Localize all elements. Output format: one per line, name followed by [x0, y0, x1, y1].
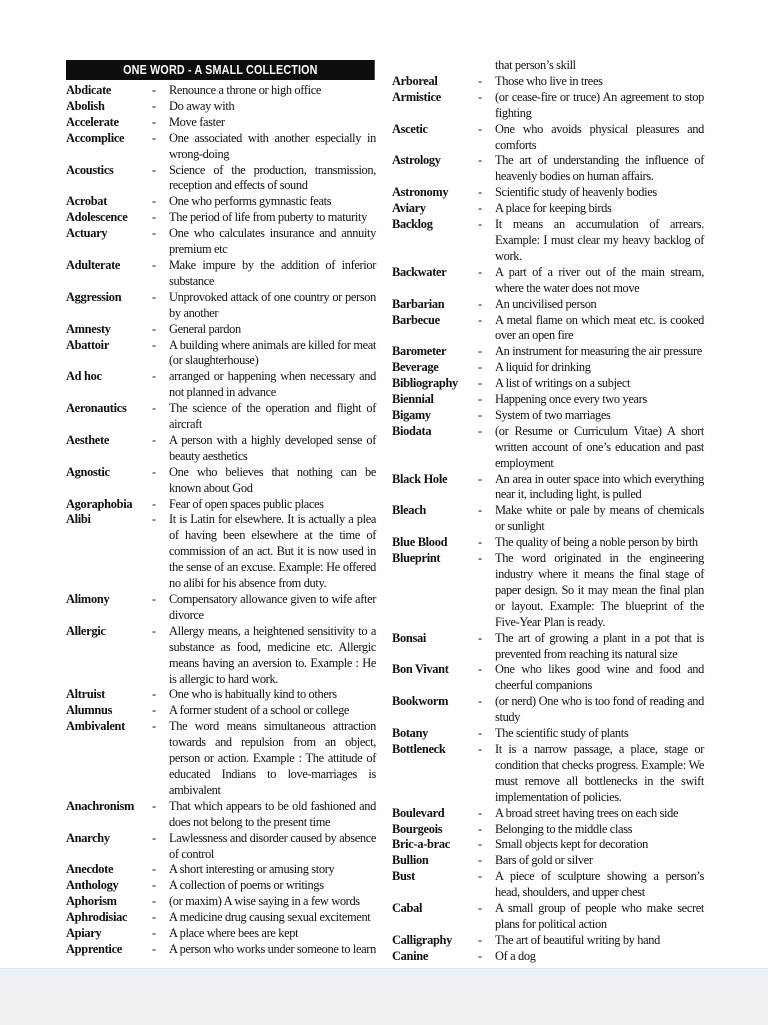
- entry-definition: The art of beautiful writing by hand: [495, 932, 660, 947]
- entry-term: Aviary: [392, 201, 426, 216]
- glossary-entry: [392, 472, 704, 504]
- glossary-entry: [66, 194, 376, 210]
- entry-term: Abattoir: [66, 337, 110, 352]
- glossary-entry: [392, 360, 704, 376]
- glossary-entry: [392, 201, 704, 217]
- glossary-entry: [392, 949, 704, 965]
- entry-term: Anarchy: [66, 830, 110, 845]
- entry-dash: -: [152, 798, 157, 813]
- entry-dash: -: [478, 551, 483, 566]
- page-title: ONE WORD - A SMALL COLLECTION: [66, 60, 375, 80]
- entry-definition: An uncivilised person: [495, 296, 597, 311]
- entry-definition: Science of the production, transmission, reception and effects of sound: [169, 162, 376, 193]
- entry-dash: -: [152, 894, 157, 909]
- entry-dash: -: [152, 703, 157, 718]
- entry-definition: (or nerd) One who is too fond of reading and study: [495, 694, 704, 725]
- entry-definition: Allergy means, a heightened sensitivity to a substance as food, medicine etc. Allergic means having an aversion to. Example : He is allergic to hard work.: [169, 623, 376, 686]
- entry-dash: -: [478, 344, 483, 359]
- entry-term: Backwater: [392, 264, 447, 279]
- glossary-entry: [392, 297, 704, 313]
- glossary-entry: [392, 217, 704, 265]
- entry-term: Biennial: [392, 392, 434, 407]
- entry-term: Armistice: [392, 89, 441, 104]
- entry-term: Bonsai: [392, 630, 427, 645]
- entry-term: Bric-a-brac: [392, 837, 450, 852]
- entry-term: Altruist: [66, 687, 105, 702]
- glossary-entry: [392, 822, 704, 838]
- glossary-entry: [392, 901, 704, 933]
- entry-dash: -: [152, 130, 157, 145]
- entry-term: Actuary: [66, 226, 108, 241]
- entry-dash: -: [152, 464, 157, 479]
- entry-term: Abolish: [66, 98, 105, 113]
- entry-definition: A medicine drug causing sexual excitement: [169, 910, 371, 925]
- glossary-entry: [66, 131, 376, 163]
- entry-term: Aggression: [66, 289, 122, 304]
- entry-dash: -: [152, 878, 157, 893]
- entry-dash: -: [478, 694, 483, 709]
- entry-definition: Renounce a throne or high office: [169, 83, 322, 97]
- glossary-entry: [392, 90, 704, 122]
- entry-dash: -: [478, 121, 483, 136]
- entry-definition: It is a narrow passage, a place, stage or condition that checks progress. Example: We must remove all bottlenecks in the swift implementation of policies.: [495, 741, 704, 804]
- glossary-entry: [392, 551, 704, 631]
- entry-dash: -: [152, 830, 157, 845]
- entry-definition: An area in outer space into which everything near it, including light, is pulled: [495, 471, 704, 502]
- entry-dash: -: [478, 837, 483, 852]
- entry-dash: -: [152, 592, 157, 606]
- entry-definition: arranged or happening when necessary and not planned in advance: [169, 369, 376, 400]
- glossary-entry: [392, 408, 704, 424]
- entry-dash: -: [478, 360, 483, 375]
- entry-dash: -: [478, 89, 483, 104]
- continued-definition: that person’s skill: [495, 58, 576, 72]
- entry-dash: -: [152, 83, 157, 97]
- entry-term: Biodata: [392, 423, 432, 438]
- entry-term: Bleach: [392, 503, 426, 518]
- glossary-entry: [66, 226, 376, 258]
- entry-term: Bullion: [392, 853, 429, 868]
- entry-definition: It means an accumulation of arrears. Example: I must clear my heavy backlog of work.: [495, 217, 704, 263]
- entry-dash: -: [478, 948, 483, 963]
- entry-dash: -: [152, 210, 157, 225]
- entry-definition: A former student of a school or college: [169, 703, 350, 718]
- entry-term: Ambivalent: [66, 719, 125, 734]
- bottom-band: [0, 968, 768, 1025]
- glossary-entry: [392, 313, 704, 345]
- entry-dash: -: [152, 623, 157, 638]
- entry-definition: A short interesting or amusing story: [169, 862, 335, 877]
- glossary-entry: [66, 258, 376, 290]
- glossary-entry: [66, 433, 376, 465]
- entry-term: Acoustics: [66, 162, 114, 177]
- entry-dash: -: [152, 257, 157, 272]
- entry-term: Bust: [392, 869, 415, 884]
- glossary-entry: [392, 265, 704, 297]
- entry-dash: -: [478, 741, 483, 756]
- entry-term: Bourgeois: [392, 821, 443, 836]
- glossary-entry: [66, 99, 376, 115]
- entry-definition: One who believes that nothing can be known about God: [169, 464, 376, 495]
- entry-term: Allergic: [66, 623, 106, 638]
- glossary-entry: [392, 503, 704, 535]
- glossary-entry: [66, 878, 376, 894]
- entry-term: Beverage: [392, 360, 439, 375]
- glossary-entry: [66, 703, 376, 719]
- entry-term: Alumnus: [66, 703, 113, 718]
- entry-definition: A collection of poems or writings: [169, 878, 324, 893]
- entry-dash: -: [478, 869, 483, 884]
- glossary-entry: [66, 497, 376, 513]
- entry-term: Aphorism: [66, 894, 117, 909]
- entry-definition: A piece of sculpture showing a person’s head, shoulders, and upper chest: [495, 869, 704, 900]
- entry-definition: Bars of gold or silver: [495, 853, 593, 868]
- entry-definition: The art of growing a plant in a pot that is prevented from reaching its natural size: [495, 630, 704, 661]
- glossary-entry: [392, 806, 704, 822]
- glossary-entry: [66, 894, 376, 910]
- entry-definition: One associated with another especially in wrong-doing: [169, 130, 376, 161]
- entry-dash: -: [478, 407, 483, 422]
- entry-definition: The word means simultaneous attraction towards and repulsion from an object, person or action. Example : The attitude of educated Indians to love-marriages is ambivalent: [169, 719, 376, 797]
- entry-term: Adolescence: [66, 210, 128, 225]
- entry-definition: Do away with: [169, 98, 235, 113]
- entry-definition: A list of writings on a subject: [495, 376, 631, 391]
- glossary-entry: [66, 210, 376, 226]
- entry-dash: -: [478, 376, 483, 391]
- entry-definition: Small objects kept for decoration: [495, 837, 648, 852]
- entry-definition: Move faster: [169, 114, 225, 129]
- entry-term: Arboreal: [392, 73, 438, 88]
- entry-definition: A liquid for drinking: [495, 360, 591, 375]
- entry-term: Alibi: [66, 512, 91, 527]
- entry-definition: Unprovoked attack of one country or person by another: [169, 289, 376, 320]
- entry-term: Bookworm: [392, 694, 449, 709]
- entry-dash: -: [478, 296, 483, 311]
- entry-dash: -: [152, 321, 157, 336]
- glossary-entry: [66, 687, 376, 703]
- glossary-entry: [392, 726, 704, 742]
- entry-term: Boulevard: [392, 805, 445, 820]
- entry-dash: -: [152, 862, 157, 877]
- glossary-entry: [392, 122, 704, 154]
- entry-term: Bibliography: [392, 376, 458, 391]
- left-entry-list: [66, 83, 376, 958]
- entry-dash: -: [478, 901, 483, 916]
- glossary-entry: [392, 853, 704, 869]
- entry-term: Astrology: [392, 153, 441, 168]
- entry-term: Barometer: [392, 344, 447, 359]
- entry-term: Calligraphy: [392, 932, 453, 947]
- glossary-entry: [392, 74, 704, 90]
- entry-definition: It is Latin for elsewhere. It is actually a plea of having been elsewhere at the time of commission of an act. But it is now used in the sense of an excuse. Example: He offered no alibi for his absence from duty.: [169, 512, 376, 591]
- entry-term: Apprentice: [66, 941, 122, 956]
- entry-definition: The science of the operation and flight of aircraft: [169, 401, 376, 432]
- glossary-entry: [392, 153, 704, 185]
- entry-definition: The period of life from puberty to maturity: [169, 210, 367, 225]
- entry-term: Backlog: [392, 217, 433, 232]
- entry-definition: An instrument for measuring the air pressure: [495, 344, 702, 359]
- entry-definition: One who is habitually kind to others: [169, 687, 337, 702]
- entry-dash: -: [478, 73, 483, 88]
- entry-definition: Of a dog: [495, 948, 536, 963]
- entry-term: Accomplice: [66, 130, 125, 145]
- glossary-entry: [66, 512, 376, 592]
- glossary-entry: [392, 344, 704, 360]
- entry-dash: -: [152, 496, 157, 511]
- entry-dash: -: [478, 932, 483, 947]
- entry-dash: -: [478, 423, 483, 438]
- entry-definition: (or cease-fire or truce) An agreement to stop fighting: [495, 89, 704, 120]
- entry-term: Abdicate: [66, 83, 112, 97]
- entry-definition: Happening once every two years: [495, 392, 647, 407]
- entry-dash: -: [478, 217, 483, 232]
- glossary-entry: [66, 942, 376, 958]
- entry-definition: That which appears to be old fashioned and does not belong to the present time: [169, 798, 376, 829]
- entry-dash: -: [478, 630, 483, 645]
- entry-definition: A place where bees are kept: [169, 926, 299, 941]
- entry-definition: A part of a river out of the main stream, where the water does not move: [495, 264, 704, 295]
- entry-dash: -: [478, 153, 483, 168]
- glossary-entry: [66, 719, 376, 799]
- entry-term: Anachronism: [66, 798, 135, 813]
- entry-term: Agnostic: [66, 464, 110, 479]
- entry-dash: -: [152, 512, 157, 527]
- entry-dash: -: [152, 401, 157, 416]
- glossary-entry: [66, 910, 376, 926]
- entry-definition: A metal flame on which meat etc. is cooked over an open fire: [495, 312, 704, 343]
- glossary-entry: [392, 535, 704, 551]
- entry-term: Acrobat: [66, 194, 108, 209]
- glossary-entry: [392, 631, 704, 663]
- glossary-entry: [66, 465, 376, 497]
- glossary-entry: [66, 831, 376, 863]
- entry-dash: -: [152, 687, 157, 702]
- entry-term: Botany: [392, 726, 429, 741]
- glossary-entry: [66, 862, 376, 878]
- entry-term: Aeronautics: [66, 401, 127, 416]
- entry-definition: Belonging to the middle class: [495, 821, 633, 836]
- glossary-entry: [66, 83, 376, 99]
- entry-dash: -: [478, 821, 483, 836]
- entry-dash: -: [152, 226, 157, 241]
- entry-dash: -: [478, 535, 483, 550]
- entry-definition: The art of understanding the influence of heavenly bodies on human affairs.: [495, 153, 704, 184]
- entry-dash: -: [152, 194, 157, 209]
- entry-term: Black Hole: [392, 471, 448, 486]
- entry-dash: -: [152, 337, 157, 352]
- glossary-entry: [392, 837, 704, 853]
- entry-dash: -: [478, 805, 483, 820]
- glossary-entry: [66, 401, 376, 433]
- entry-term: Ad hoc: [66, 369, 102, 384]
- glossary-entry: [66, 338, 376, 370]
- glossary-entry: [392, 662, 704, 694]
- entry-term: Aphrodisiac: [66, 910, 128, 925]
- entry-definition: Those who live in trees: [495, 73, 603, 88]
- entry-term: Barbarian: [392, 296, 445, 311]
- glossary-entry: [392, 424, 704, 472]
- entry-dash: -: [478, 503, 483, 518]
- entry-definition: A small group of people who make secret plans for political action: [495, 901, 704, 931]
- entry-term: Bigamy: [392, 407, 431, 422]
- entry-dash: -: [478, 185, 483, 200]
- entry-definition: A person with a highly developed sense of beauty aesthetics: [169, 432, 376, 463]
- entry-term: Anthology: [66, 878, 119, 893]
- glossary-entry: [392, 869, 704, 901]
- entry-term: Blueprint: [392, 551, 441, 566]
- entry-term: Barbecue: [392, 312, 440, 327]
- glossary-entry: [392, 392, 704, 408]
- entry-definition: A broad street having trees on each side: [495, 805, 679, 820]
- entry-dash: -: [152, 432, 157, 447]
- right-column: [392, 58, 704, 965]
- glossary-entry: [66, 163, 376, 195]
- entry-definition: One who avoids physical pleasures and comforts: [495, 121, 704, 152]
- entry-dash: -: [478, 471, 483, 486]
- entry-definition: Fear of open spaces public places: [169, 496, 324, 511]
- glossary-entry: [66, 115, 376, 131]
- entry-definition: A person who works under someone to learn: [169, 941, 376, 956]
- glossary-entry: [66, 322, 376, 338]
- entry-term: Agoraphobia: [66, 496, 133, 511]
- entry-dash: -: [152, 719, 157, 734]
- entry-definition: (or maxim) A wise saying in a few words: [169, 894, 360, 909]
- entry-dash: -: [152, 162, 157, 177]
- entry-term: Adulterate: [66, 257, 121, 272]
- entry-definition: Lawlessness and disorder caused by absence of control: [169, 830, 376, 861]
- entry-term: Aesthete: [66, 432, 110, 447]
- entry-term: Ascetic: [392, 121, 428, 136]
- entry-definition: The quality of being a noble person by birth: [495, 535, 698, 550]
- entry-term: Cabal: [392, 901, 423, 916]
- glossary-entry: [392, 933, 704, 949]
- entry-definition: System of two marriages: [495, 407, 611, 422]
- glossary-entry: [66, 624, 376, 688]
- entry-dash: -: [478, 662, 483, 677]
- entry-definition: The word originated in the engineering industry where it means the final stage of paper design. So it may mean the final plan or layout. Example: The blueprint of the Five-Year Plan is ready.: [495, 551, 704, 629]
- entry-term: Anecdote: [66, 862, 114, 877]
- entry-definition: One who performs gymnastic feats: [169, 194, 332, 209]
- entry-term: Astronomy: [392, 185, 449, 200]
- entry-definition: (or Resume or Curriculum Vitae) A short written account of one’s education and past employment: [495, 423, 704, 470]
- glossary-entry: [66, 926, 376, 942]
- left-column: [66, 60, 376, 958]
- entry-term: Alimony: [66, 592, 110, 606]
- entry-term: Accelerate: [66, 114, 119, 129]
- entry-dash: -: [152, 98, 157, 113]
- entry-definition: Compensatory allowance given to wife after divorce: [169, 592, 376, 622]
- entry-definition: Make impure by the addition of inferior substance: [169, 257, 376, 288]
- entry-definition: One who calculates insurance and annuity premium etc: [169, 226, 376, 257]
- entry-definition: The scientific study of plants: [495, 726, 629, 741]
- entry-definition: One who likes good wine and food and cheerful companions: [495, 662, 704, 693]
- entry-dash: -: [152, 289, 157, 304]
- glossary-entry: [392, 376, 704, 392]
- entry-dash: -: [478, 201, 483, 216]
- entry-term: Amnesty: [66, 321, 111, 336]
- glossary-entry: [392, 742, 704, 806]
- glossary-entry: [66, 799, 376, 831]
- entry-definition: Scientific study of heavenly bodies: [495, 185, 657, 200]
- right-entry-list: [392, 74, 704, 965]
- entry-dash: -: [152, 114, 157, 129]
- entry-term: Bon Vivant: [392, 662, 449, 677]
- glossary-entry: [392, 694, 704, 726]
- entry-term: Bottleneck: [392, 741, 446, 756]
- glossary-entry: [66, 369, 376, 401]
- entry-dash: -: [152, 926, 157, 941]
- entry-definition: General pardon: [169, 321, 241, 336]
- entry-dash: -: [478, 264, 483, 279]
- entry-dash: -: [478, 853, 483, 868]
- entry-dash: -: [152, 369, 157, 384]
- entry-dash: -: [152, 941, 157, 956]
- entry-definition: A building where animals are killed for meat (or slaughterhouse): [169, 337, 376, 368]
- entry-definition: A place for keeping birds: [495, 201, 612, 216]
- entry-dash: -: [478, 726, 483, 741]
- entry-term: Apiary: [66, 926, 102, 941]
- entry-term: Canine: [392, 948, 429, 963]
- glossary-entry: [66, 290, 376, 322]
- entry-definition: Make white or pale by means of chemicals or sunlight: [495, 503, 704, 534]
- entry-dash: -: [478, 392, 483, 407]
- glossary-entry: [392, 185, 704, 201]
- entry-term: Blue Blood: [392, 535, 448, 550]
- entry-dash: -: [478, 312, 483, 327]
- entry-dash: -: [152, 910, 157, 925]
- glossary-entry: [66, 592, 376, 624]
